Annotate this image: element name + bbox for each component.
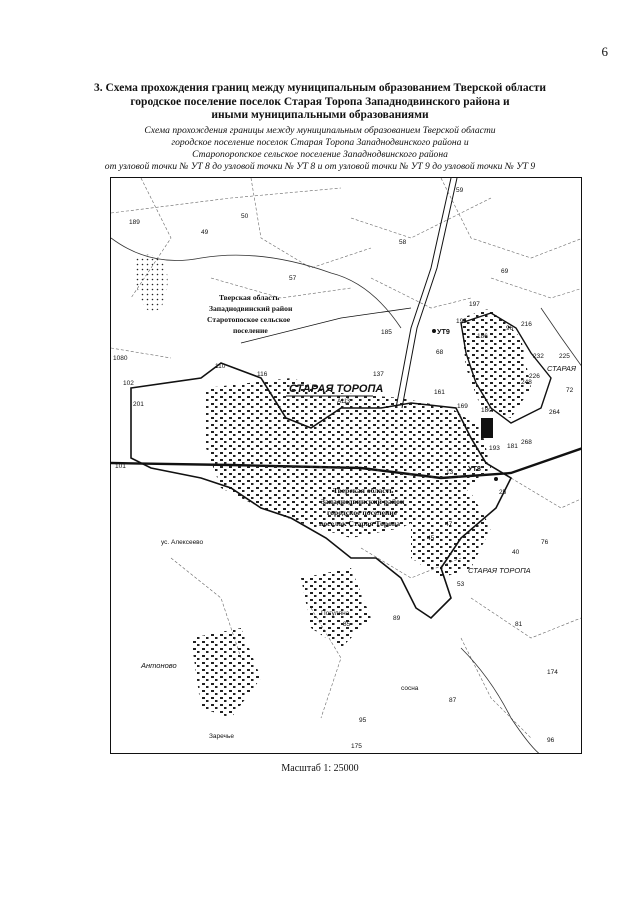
svg-text:городское поселение: городское поселение	[327, 508, 398, 517]
boundary-map	[110, 177, 582, 754]
node-point-ut8: УТ8	[468, 464, 481, 473]
parcel-label: 180	[481, 407, 492, 414]
parcel-label: 169	[457, 403, 468, 410]
parcel-label: 69	[501, 268, 509, 275]
svg-text:Западнодвинский район: Западнодвинский район	[321, 497, 405, 506]
parcel-label: 53	[457, 581, 465, 588]
parcel-label: 59	[456, 187, 464, 194]
node-point-ut9: УТ9	[437, 327, 450, 336]
railway-line	[396, 178, 457, 408]
station-block	[481, 418, 493, 438]
svg-text:поселок Старая Торопа: поселок Старая Торопа	[319, 519, 401, 528]
parcel-label: 96	[506, 325, 514, 332]
heading-line-2: городское поселение поселок Старая Торопа Западнодвинского района и	[130, 95, 510, 108]
subheading-line-4: от узловой точки № УТ 8 до узловой точки № УТ 8 и от узловой точки № УТ 9 до узловой точки № УТ 9	[104, 161, 536, 172]
village-antonovo: Антоново	[141, 661, 177, 670]
parcel-label: 47	[445, 521, 453, 528]
document-heading	[90, 82, 550, 123]
svg-text:Старотопоское сельское: Старотопоское сельское	[207, 315, 291, 324]
parcel-label: 195	[456, 318, 467, 325]
parcel-label: 193	[489, 445, 500, 452]
parcel-label: 161	[434, 389, 445, 396]
parcel-label: 174	[547, 669, 558, 676]
town-label-main: СТАРАЯ ТОРОПА	[289, 383, 384, 395]
node-point-ut8-marker	[494, 477, 498, 481]
parcel-label: 87	[449, 697, 457, 704]
parcel-label: 137	[373, 371, 384, 378]
village-zarechye: Заречье	[209, 733, 234, 740]
parcel-label: 181	[507, 443, 518, 450]
parcel-label: 58	[399, 239, 407, 246]
page-number: 6	[601, 44, 608, 59]
parcel-label: 185	[381, 329, 392, 336]
svg-text:Тверская область: Тверская область	[219, 293, 280, 302]
svg-text:поселение: поселение	[233, 326, 268, 335]
parcel-label: 57	[289, 275, 297, 282]
parcel-label: 40	[512, 549, 520, 556]
depot-label: АЦЗ	[337, 398, 351, 405]
document-subheading	[90, 125, 550, 173]
parcel-label: 225	[559, 353, 570, 360]
scale-label: Масштаб 1: 25000	[281, 763, 359, 774]
parcel-label: 201	[133, 401, 144, 408]
parcel-label: 68	[436, 349, 444, 356]
parcel-label: 264	[549, 409, 560, 416]
parcel-label: 175	[351, 743, 362, 750]
subheading-line-3: Старопоропское сельское поселение Западнодвинского района	[192, 149, 448, 160]
parcel-label: 216	[521, 321, 532, 328]
town-label-right: СТАРАЯ	[547, 364, 577, 373]
parcel-label: 110	[215, 363, 226, 370]
parcel-label: 197	[469, 301, 480, 308]
parcel-label: 101	[115, 463, 126, 470]
parcel-label: 116	[257, 371, 268, 378]
map-canvas	[111, 178, 582, 754]
node-point-ut9-marker	[432, 329, 436, 333]
parcel-label: 13	[446, 469, 454, 476]
parcel-label: 95	[359, 717, 367, 724]
parcel-label: 50	[241, 213, 249, 220]
parcel-label: 72	[566, 387, 574, 394]
subheading-line-1: Схема прохождения границы между муниципальным образованием Тверской области	[144, 125, 496, 136]
parcel-label: 45	[427, 535, 435, 542]
svg-text:Тверская область: Тверская область	[333, 486, 394, 495]
parcel-label: 1080	[113, 355, 128, 362]
parcel-label: 49	[201, 229, 209, 236]
parcel-label: 25	[499, 489, 507, 496]
parcel-label: 226	[529, 373, 540, 380]
town-label-station: СТАРАЯ ТОРОПА	[468, 566, 531, 575]
svg-text:Западнодвинский район: Западнодвинский район	[209, 304, 293, 313]
annotation-rural	[207, 293, 293, 335]
parcel-label: 81	[515, 621, 523, 628]
subheading-line-2: городское поселение поселок Старая Торопа Западнодвинского района и	[171, 137, 469, 148]
parcel-label: 189	[129, 219, 140, 226]
heading-line-1: 3. Схема прохождения границ между муниципальным образованием Тверской области	[94, 82, 546, 94]
parcel-label: 96	[547, 737, 555, 744]
parcel-label: 76	[541, 539, 549, 546]
parcel-label: 85	[343, 621, 351, 628]
forest-patch	[134, 255, 167, 312]
sosna-label: сосна	[401, 685, 419, 692]
parcel-label: 89	[393, 615, 401, 622]
village-pogulyanka: Погуляна	[321, 610, 350, 617]
parcel-label: 102	[123, 380, 134, 387]
parcel-label: 248	[521, 379, 532, 386]
street-label: ус. Алексеево	[161, 539, 204, 546]
parcel-label: 186	[477, 333, 488, 340]
parcel-label: 232	[533, 353, 544, 360]
parcel-label: 268	[521, 439, 532, 446]
heading-line-3: иными муниципальными образованиями	[211, 109, 429, 121]
